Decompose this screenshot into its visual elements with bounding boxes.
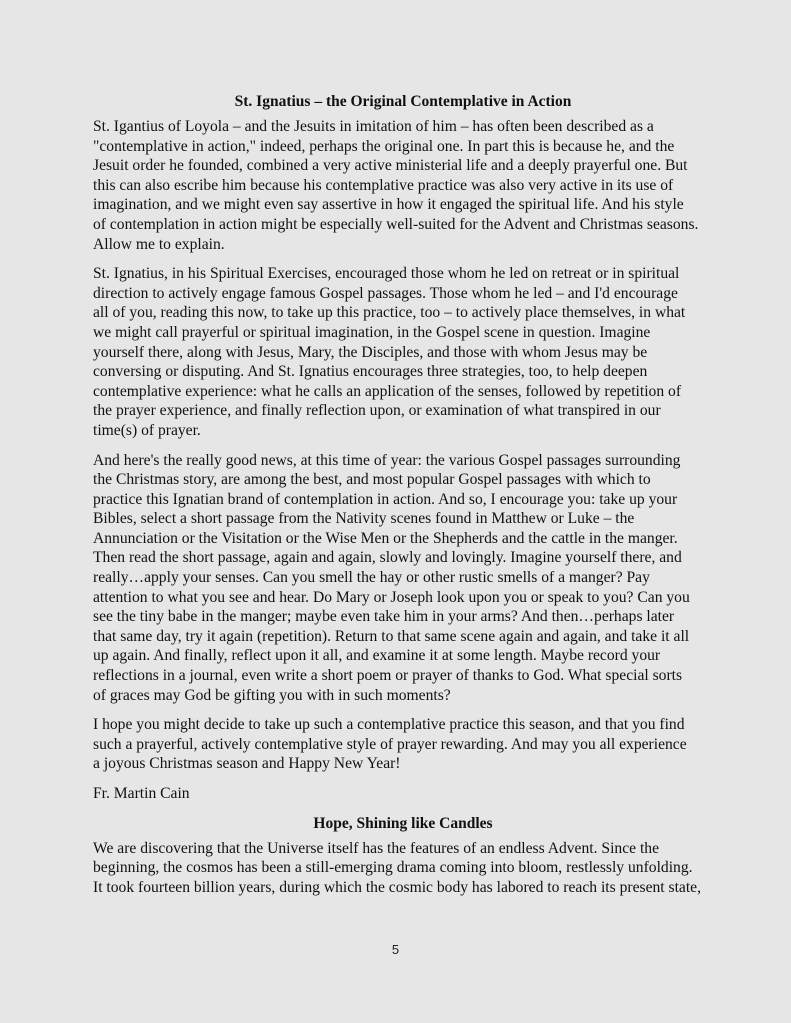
text-line: contemplative experience: what he calls an application of the senses, followed by repetition of — [93, 382, 682, 400]
author-signature: Fr. Martin Cain — [93, 785, 190, 802]
text-line: Bibles, select a short passage from the Nativity scenes found in Matthew or Luke – the — [93, 510, 635, 528]
article-title-hope: Hope, Shining like Candles — [313, 814, 493, 832]
article-title-st-ignatius: St. Ignatius – the Original Contemplative in Action — [234, 93, 572, 110]
document-page — [93, 92, 713, 907]
text-line: Allow me to explain. — [93, 235, 225, 253]
text-line: I hope you might decide to take up such a contemplative practice this season, and that you find — [93, 716, 685, 734]
paragraph-4 — [93, 715, 713, 774]
text-line: direction to actively engage famous Gospel passages. Those whom he led – and I'd encourage — [93, 284, 678, 302]
paragraph-2 — [93, 264, 713, 440]
text-line: that same day, try it again (repetition). Return to that same scene again and again, and take it all — [93, 627, 690, 645]
text-line: attention to what you see and hear. Do Mary or Joseph look upon you or speak to you? Can you — [93, 588, 690, 606]
text-line: "contemplative in action," indeed, perhaps the original one. In part this is because he, and the — [93, 137, 675, 155]
text-line: the Christmas story, are among the best, and most popular Gospel passages with which to — [93, 471, 651, 489]
paragraph-1 — [93, 117, 713, 254]
text-line: We are discovering that the Universe itself has the features of an endless Advent. Since the — [93, 839, 659, 857]
text-line: time(s) of prayer. — [93, 421, 201, 439]
text-line: St. Igantius of Loyola – and the Jesuits in imitation of him – has often been described as a — [93, 118, 654, 135]
text-line: Jesuit order he founded, combined a very active ministerial life and a deeply prayerful one. But — [93, 157, 688, 175]
paragraph-5 — [93, 839, 713, 898]
text-line: Annunciation or the Visitation or the Wise Men or the Shepherds and the cattle in the manger. — [93, 529, 678, 547]
text-line: such a prayerful, actively contemplative style of prayer rewarding. And may you all experience — [93, 735, 687, 753]
text-line: this can also escribe him because his contemplative practice was also very active in its use of — [93, 176, 674, 194]
text-line: conversing or disputing. And St. Ignatius encourages three strategies, too, to help deepen — [93, 363, 648, 381]
text-line: yourself there, along with Jesus, Mary, the Disciples, and those with whom Jesus may be — [93, 343, 648, 361]
text-line: reflections in a journal, even write a short poem or prayer of thanks to God. What special sorts — [93, 667, 683, 685]
text-line: the prayer experience, and finally reflection upon, or examination of what transpired in our — [93, 402, 661, 420]
text-line: see the tiny babe in the manger; maybe even take him in your arms? And then…perhaps later — [93, 608, 675, 626]
text-line: of contemplation in action might be especially well-suited for the Advent and Christmas seasons. — [93, 215, 699, 233]
text-line: Then read the short passage, again and again, slowly and lovingly. Imagine yourself there, and — [93, 549, 682, 567]
text-line: really…apply your senses. Can you smell the hay or other rustic smells of a manger? Pay — [93, 569, 650, 587]
paragraph-3 — [93, 451, 713, 706]
text-line: imagination, and we might even say assertive in how it engaged the spiritual life. And his style — [93, 196, 684, 214]
text-line: St. Ignatius, in his Spiritual Exercises, encouraged those whom he led on retreat or in spiritual — [93, 265, 680, 283]
text-line: practice this Ignatian brand of contemplation in action. And so, I encourage you: take up your — [93, 490, 678, 508]
text-line: It took fourteen billion years, during which the cosmic body has labored to reach its present state, — [93, 878, 701, 896]
text-line: of graces may God be gifting you with in such moments? — [93, 686, 451, 704]
text-line: we might call prayerful or spiritual imagination, in the Gospel scene in question. Imagine — [93, 323, 651, 341]
text-line: And here's the really good news, at this time of year: the various Gospel passages surrounding — [93, 451, 681, 469]
text-line: up again. And finally, reflect upon it all, and examine it at some length. Maybe record your — [93, 647, 661, 665]
page-number: 5 — [391, 942, 400, 957]
text-line: all of you, reading this now, to take up this practice, too – to actively place themselves, in what — [93, 304, 686, 322]
text-line: beginning, the cosmos has been a still-emerging drama coming into bloom, restlessly unfolding. — [93, 859, 693, 877]
text-line: a joyous Christmas season and Happy New Year! — [93, 755, 401, 773]
